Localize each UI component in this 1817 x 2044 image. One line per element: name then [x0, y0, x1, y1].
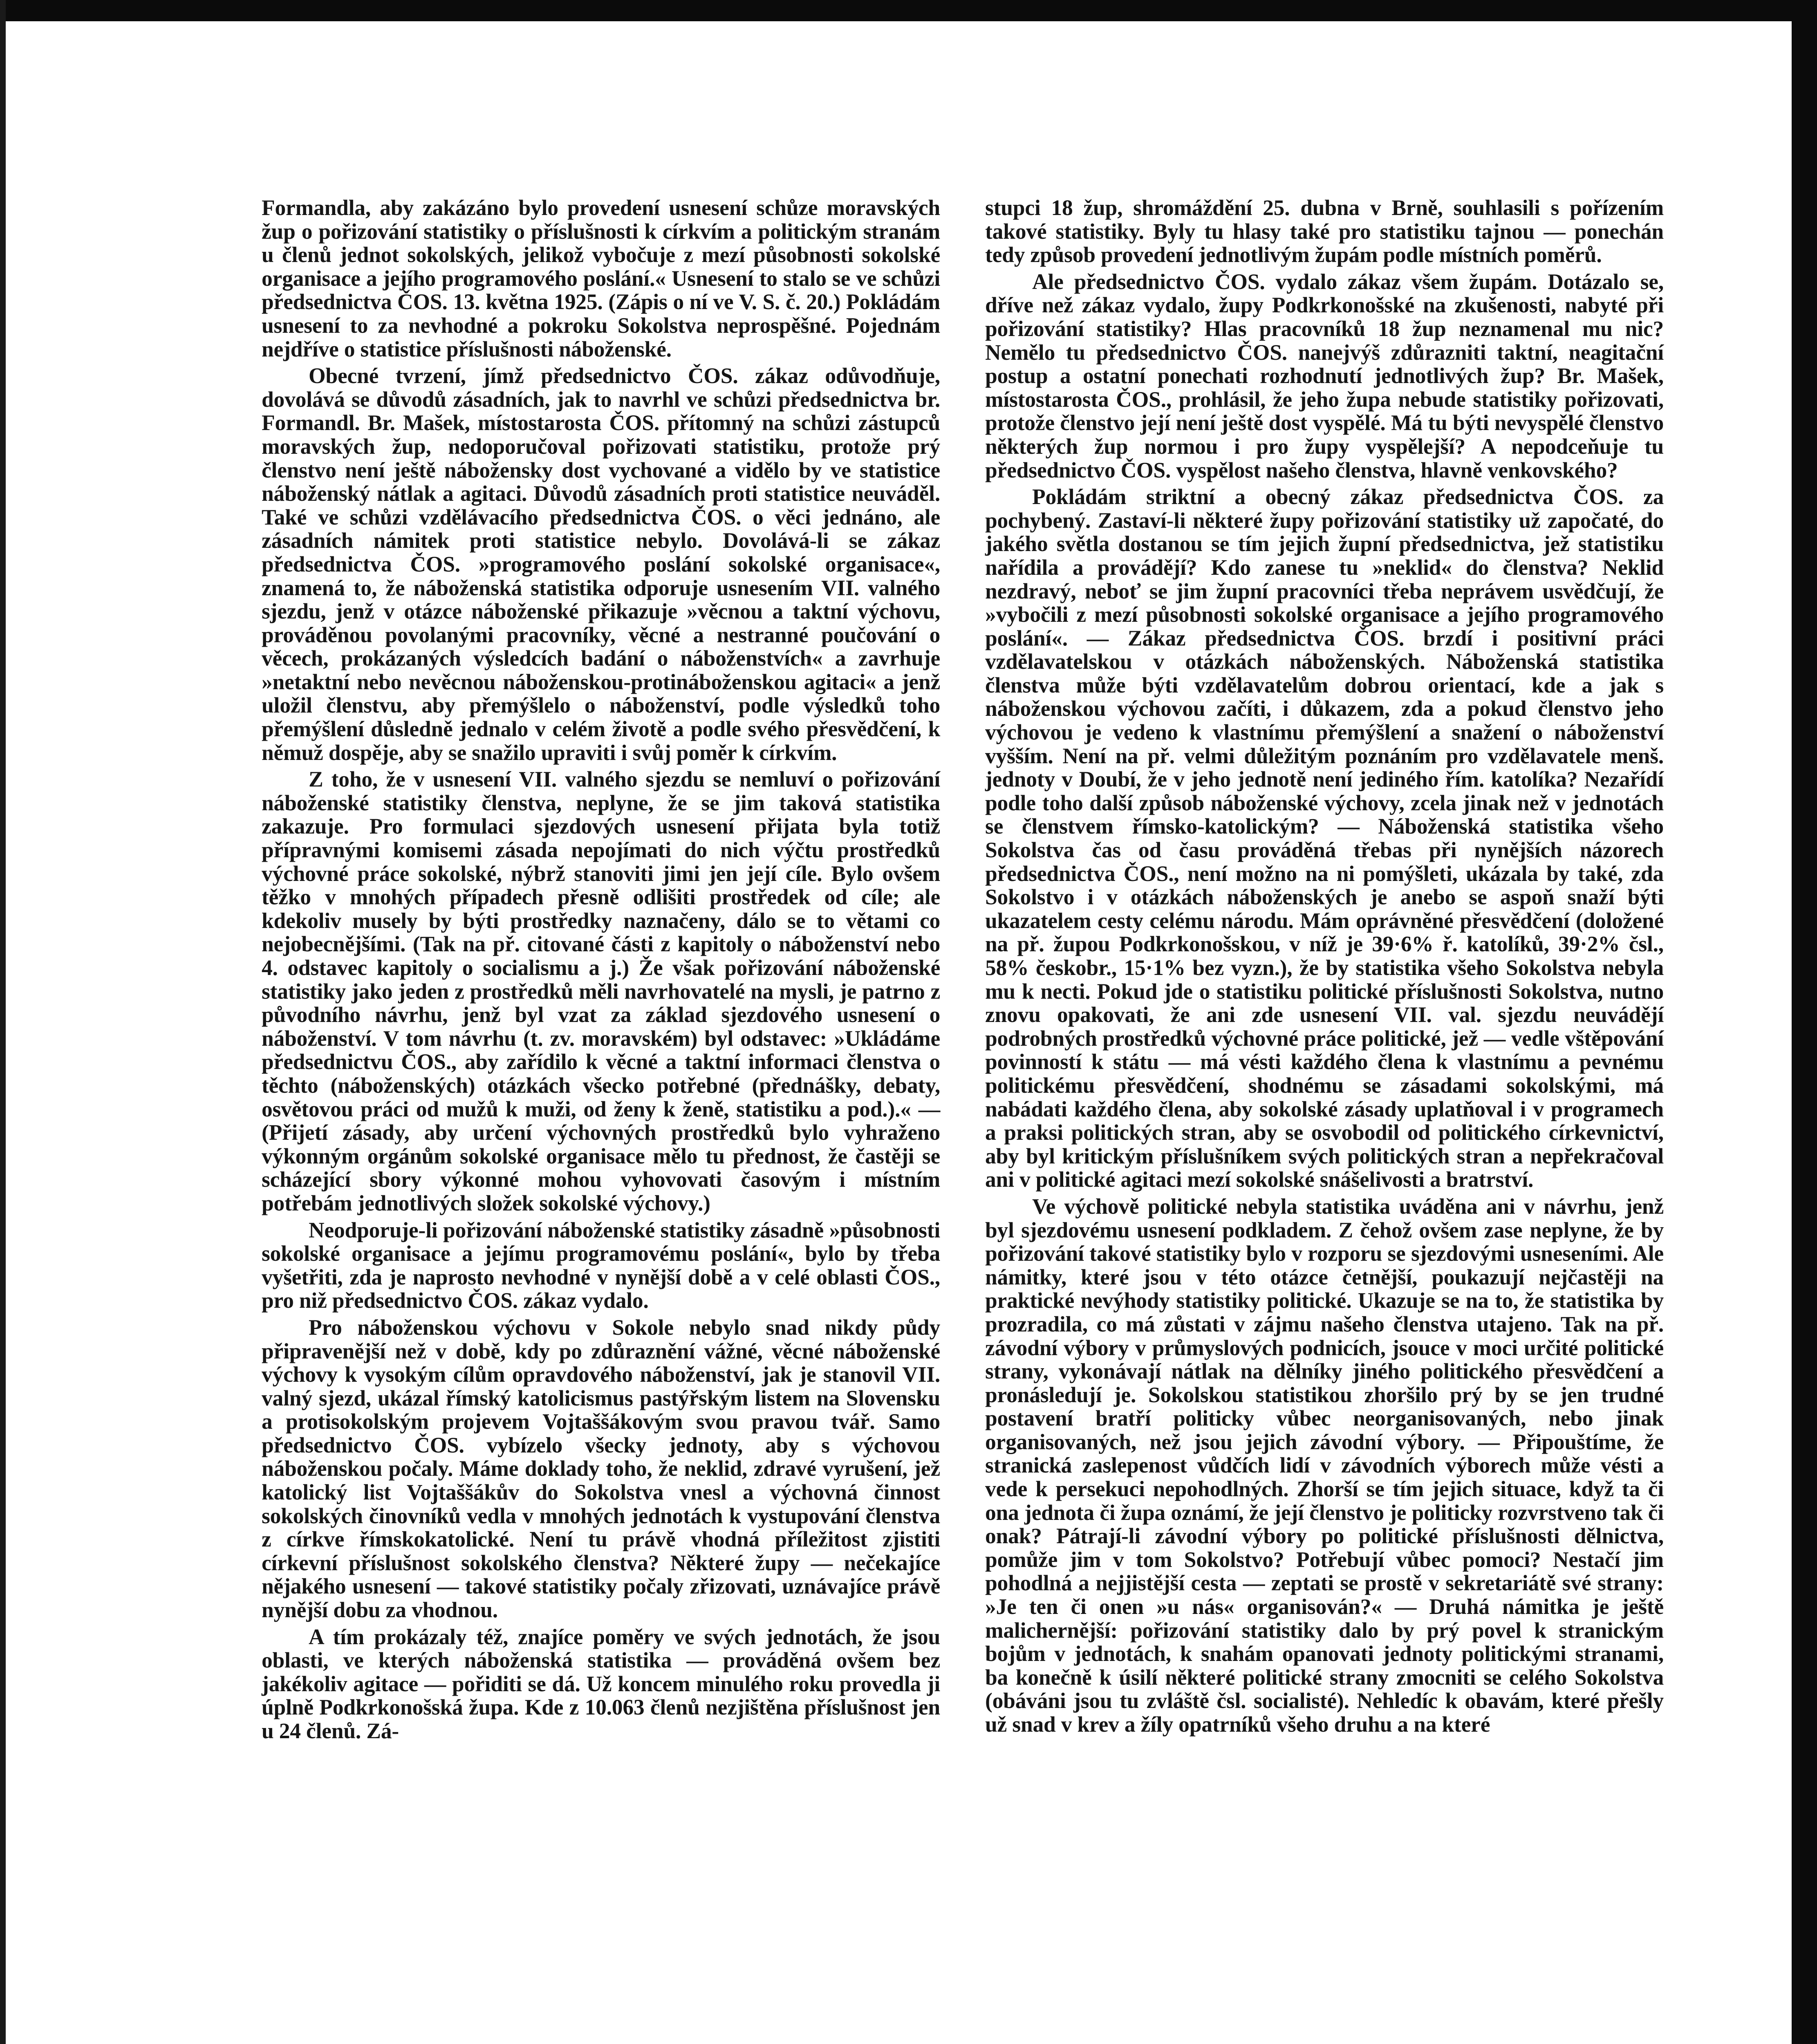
right-paragraph-3: Pokládám striktní a obecný zákaz předsednictva ČOS. za pochybený. Zastaví-li některé župy pořizování statistiky už započaté, do jakého světla dostanou se tím jejich župní předsednictva, jež statistiku nařídila a provádějí? Kdo zanese tu »neklid« do členstva? Neklid nezdravý, neboť se jim župní pracovníci třeba neprávem usvědčují, že »vybočili z mezí působnosti sokolské organisace a jejího programového poslání«. — Zákaz předsednictva ČOS. brzdí i positivní práci vzdělavatelskou v otázkách náboženských. Náboženská statistika členstva může býti vzdělavatelům dobrou orientací, kde a jak s náboženskou výchovou začíti, i důkazem, zda a pokud členstvo jeho výchovou je vedeno k vlastnímu přemýšlení a snažení o náboženství vyšším. Není na př. velmi důležitým poznáním pro vzdělavatele menš. jednoty v Doubí, že v jeho jednotě není jediného řím. katolíka? Nezařídí podle toho další způsob náboženské výchovy, zcela jinak než v jednotách se členstvem římsko-katolickým? — Náboženská statistika všeho Sokolstva čas od času prováděná třebas při nynějších názorech předsednictva ČOS., není možno na ni pomýšleti, ukázala by také, zda Sokolstvo i v otázkách náboženských je anebo se aspoň snaží býti ukazatelem cesty celému národu. Mám oprávněné přesvědčení (doložené na př. župou Podkrkonošskou, v níž je 39·6% ř. katolíků, 39·2% čsl., 58% českobr., 15·1% bez vyzn.), že by statistika všeho Sokolstva nebyla mu k necti. Pokud jde o statistiku politické příslušnosti Sokolstva, nutno znovu opakovati, že ani zde usnesení VII. val. sjezdu neuvádějí podrobných prostředků výchovné práce politické, jež — vedle vštěpování povinností k státu — má vésti každého člena k vlastnímu a pevnému politickému přesvědčení, shodnému se zásadami sokolskými, má nabádati každého člena, aby sokolské zásady uplatňoval i v programech a praksi politických stran, aby se osvobodil od politického církevnictví, aby byl kritickým příslušníkem svých politických stran a nepřekračoval ani v politické agitaci mezí sokolské snášelivosti a bratrství.	[985, 484, 1664, 1192]
right-paragraph-4: Ve výchově politické nebyla statistika uváděna ani v návrhu, jenž byl sjezdovému usnesení podkladem. Z čehož ovšem zase neplyne, že by pořizování takové statistiky bylo v rozporu se sjezdovými usneseními. Ale námitky, které jsou v této otázce četnější, poukazují nejčastěji na praktické nevýhody statistiky politické. Ukazuje se na to, že statistika by prozradila, co má zůstati v zájmu našeho členstva utajeno. Tak na př. závodní výbory v průmyslových podnicích, jsouce v moci určité politické strany, vykonávají nátlak na dělníky jiného politického přesvědčení a pronásledují je. Sokolskou statistikou zhoršilo prý by se jen trudné postavení bratří politicky vůbec neorganisovaných, nebo jinak organisovaných, než jsou jejich závodní výbory. — Připouštíme, že stranická zaslepenost vůdčích lidí v závodních výborech může vésti a vede k persekuci nepohodlných. Zhorší se tím jejich situace, když ta či ona jednota či župa oznámí, že její členstvo je politicky rozvrstveno tak či onak? Pátrají-li závodní výbory po politické příslušnosti dělnictva, pomůže jim v tom Sokolstvo? Potřebují vůbec pomoci? Nestačí jim pohodlná a nejjistější cesta — zeptati se prostě v sekretariátě své strany: »Je ten či onen »u nás« organisován?« — Druhá námitka je ještě malichernější: pořizování statistiky dalo by prý povel k stranickým bojům v jednotách, k snahám opanovati jednoty politickými stranami, ba konečně k úsilí některé politické strany zmocniti se celého Sokolstva (obáváni jsou tu zvláště čsl. socialisté). Nehledíc k obavám, které přešly už snad v krev a žíly opatrníků všeho druhu a na které	[985, 1194, 1664, 1737]
document-page	[262, 196, 1672, 2044]
scan-border-top	[0, 0, 1817, 21]
right-column	[985, 196, 1664, 1737]
scan-border-left	[0, 0, 6, 2044]
left-paragraph-4: Neodporuje-li pořizování náboženské statistiky zásadně »působnosti sokolské organisace a jejímu programovému poslání«, bylo by třeba vyšetřiti, zda je naprosto nevhodné v nynější době a v celé oblasti ČOS., pro niž předsednictvo ČOS. zákaz vydalo.	[262, 1217, 940, 1313]
left-paragraph-6: A tím prokázaly též, znajíce poměry ve svých jednotách, že jsou oblasti, ve kterých náboženská statistika — prováděná ovšem bez jakékoliv agitace — pořiditi se dá. Už koncem minulého roku provedla ji úplně Podkrkonošská župa. Kde z 10.063 členů nezjištěna příslušnost jen u 24 členů. Zá-	[262, 1624, 940, 1743]
right-paragraph-1: stupci 18 žup, shromáždění 25. dubna v Brně, souhlasili s pořízením takové statistiky. Byly tu hlasy také pro statistiku tajnou — ponechán tedy způsob provedení jednotlivým župám podle místních poměrů.	[985, 195, 1664, 267]
left-paragraph-3: Z toho, že v usnesení VII. valného sjezdu se nemluví o pořizování náboženské statistiky členstva, neplyne, že se jim taková statistika zakazuje. Pro formulaci sjezdových usnesení přijata byla totiž přípravnými komisemi zásada nepojímati do nich výčtu prostředků výchovné práce sokolské, nýbrž stanoviti jimi jen její cíle. Bylo ovšem těžko v mnohých případech přesně odlišiti prostředek od cíle; ale kdekoliv musely by býti prostředky naznačeny, dálo se to větami co nejobecnějšími. (Tak na př. citované části z kapitoly o náboženství nebo 4. odstavec kapitoly o socialismu a j.) Že však pořizování náboženské statistiky jako jeden z prostředků měli navrhovatelé na mysli, je patrno z původního návrhu, jenž byl vzat za základ sjezdového usnesení o náboženství. V tom návrhu (t. zv. moravském) byl odstavec: »Ukládáme předsednictvu ČOS., aby zařídilo k věcné a taktní informaci členstva o těchto (náboženských) otázkách všecko potřebné (přednášky, debaty, osvětovou práci od mužů k muži, od ženy k ženě, statistiku a pod.).« — (Přijetí zásady, aby určení výchovných prostředků bylo vyhraženo výkonným orgánům sokolské organisace mělo tu přednost, že častěji se scházející sbory výkonné mohou vyhovovati časovým i místním potřebám jednotlivých složek sokolské výchovy.)	[262, 767, 940, 1215]
left-paragraph-1: Formandla, aby zakázáno bylo provedení usnesení schůze moravských žup o pořizování statistiky o příslušnosti k církvím a politickým stranám u členů jednot sokolských, jelikož vybočuje z mezí působnosti sokolské organisace a jejího programového poslání.« Usnesení to stalo se ve schůzi předsednictva ČOS. 13. května 1925. (Zápis o ní ve V. S. č. 20.) Pokládám usnesení to za nevhodné a pokroku Sokolstva neprospěšné. Pojednám nejdříve o statistice příslušnosti náboženské.	[262, 195, 940, 361]
left-column	[262, 196, 940, 1743]
scan-border-right	[1792, 0, 1817, 2044]
left-paragraph-2: Obecné tvrzení, jímž předsednictvo ČOS. zákaz odůvodňuje, dovolává se důvodů zásadních, jak to navrhl ve schůzi předsednictva br. Formandl. Br. Mašek, místostarosta ČOS. přítomný na schůzi zástupců moravských žup, nedoporučoval pořizovati statistiku, protože prý členstvo není ještě nábožensky dost vychované a vidělo by ve statistice náboženský nátlak a agitaci. Důvodů zásadních proti statistice neuváděl. Také ve schůzi vzdělávacího předsednictva ČOS. o věci jednáno, ale zásadních námitek proti statistice nebylo. Dovolává-li se zákaz předsednictva ČOS. »programového poslání sokolské organisace«, znamená to, že náboženská statistika odporuje usnesením VII. valného sjezdu, jenž v otázce náboženské přikazuje »věcnou a taktní výchovu, prováděnou povolanými pracovníky, věcné a nestranné poučování o věcech, prokázaných výsledcích badání o náboženstvích« a zavrhuje »netaktní nebo nevěcnou náboženskou-protináboženskou agitaci« a jenž uložil členstvu, aby přemýšlelo o náboženství, podle výsledků toho přemýšlení důsledně jednalo v celém životě a podle svého přesvědčení, k němuž dospěje, aby se snažilo upraviti i svůj poměr k církvím.	[262, 363, 940, 765]
right-paragraph-2: Ale předsednictvo ČOS. vydalo zákaz všem župám. Dotázalo se, dříve než zákaz vydalo, župy Podkrkonošské na zkušenosti, nabyté při pořizování statistiky? Hlas pracovníků 18 žup neznamenal mu nic? Nemělo tu předsednictvo ČOS. nanejvýš zdůrazniti taktní, neagitační postup a ostatní ponechati rozhodnutí jednotlivých žup? Br. Mašek, místostarosta ČOS., prohlásil, že jeho župa nebude statistiky pořizovati, protože členstvo její není ještě dost vyspělé. Má tu býti nevyspělé členstvo některých žup normou i pro župy vyspělejší? A nepodceňuje tu předsednictvo ČOS. vyspělost našeho členstva, hlavně venkovského?	[985, 269, 1664, 482]
left-paragraph-5: Pro náboženskou výchovu v Sokole nebylo snad nikdy půdy připravenější než v době, kdy po zdůraznění vážné, věcné náboženské výchovy k vysokým cílům opravdového náboženství, jak je stanovil VII. valný sjezd, ukázal římský katolicismus pastýřským listem na Slovensku a protisokolským projevem Vojtaššákovým svou pravou tvář. Samo předsednictvo ČOS. vybízelo všecky jednoty, aby s výchovou náboženskou počaly. Máme doklady toho, že neklid, zdravé vyrušení, jež katolický list Vojtaššákův do Sokolstva vnesl a výchovná činnost sokolských činovníků vedla v mnohých jednotách k vystupování členstva z církve římskokatolické. Není tu právě vhodná příležitost zjistiti církevní příslušnost sokolského členstva? Některé župy — nečekajíce nějakého usnesení — takové statistiky počaly zřizovati, uznávajíce právě nynější dobu za vhodnou.	[262, 1315, 940, 1623]
